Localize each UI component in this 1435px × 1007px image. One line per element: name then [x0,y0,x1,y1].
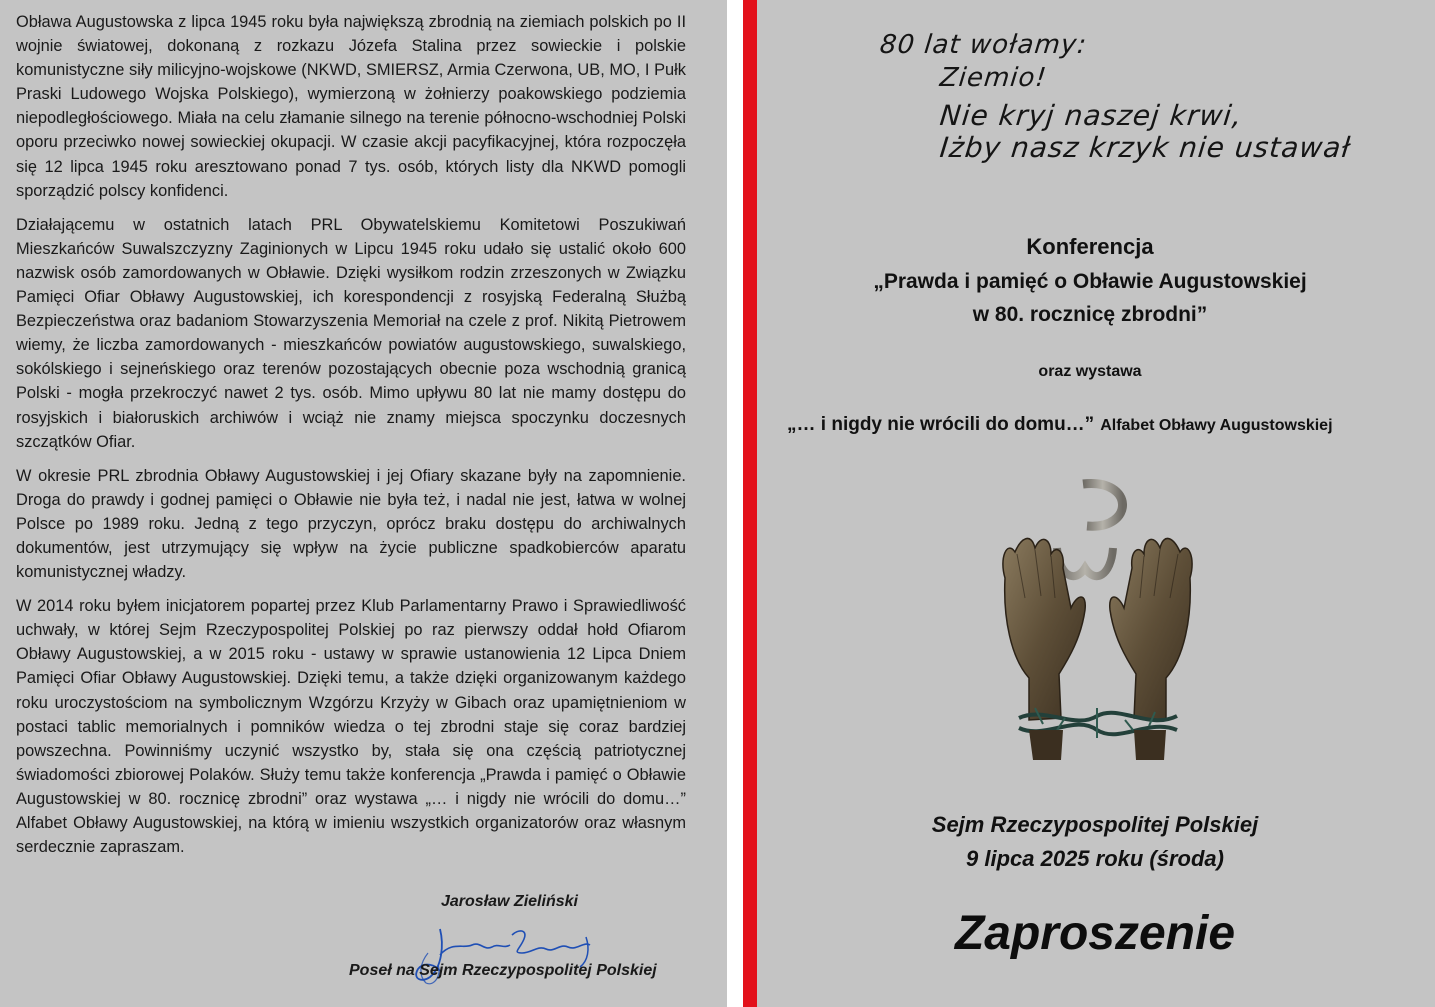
flag-stripe-red [743,0,757,1007]
invitation-heading: Zaproszenie [954,907,1236,960]
letter-paragraph-2: Działającemu w ostatnich latach PRL Obywatelskiemu Komitetowi Poszukiwań Mieszkańców Suwalszczyzny Zaginionych w Lipcu 1945 roku udało się ustalić około 600 nazwisk osób zamordowanych w Obławie. Dzięki wysiłkom rodzin zrzeszonych w Związku Pamięci Ofiar Obławy Augustowskiej, ich korespondencji z rosyjską Federalną Służbą Bezpieczeństwa oraz badaniom Stowarzyszenia Memoriał na czele z prof. Nikitą Pietrowem wiemy, że liczba zamordowanych - mieszkańców powiatów augustowskiego, suwalskiego, sokólskiego i sejneńskiego oraz terenów pozostających obecnie poza wschodnią granicą Polski - mogła przekroczyć nawet 2 tys. osób. Mimo upływu 80 lat nie mamy dostępu do rosyjskich i białoruskich archiwów i wciąż nie znamy miejsca spoczynku doczesnych szczątków Ofiar. [16,215,686,451]
letter-body [16,10,686,869]
exhibition-subtitle: Alfabet Obławy Augustowskiej [1100,417,1333,434]
letter-paragraph-1: Obława Augustowska z lipca 1945 roku była największą zbrodnią na ziemiach polskich po II wojnie światowej, dokonaną z rozkazu Józefa Stalina przez sowieckie i polskie komunistyczne siły milicyjno-wojskowe (NKWD, SMIERSZ, Armia Czerwona, UB, MO, I Pułk Praski Ludowego Wojska Polskiego), wymierzoną w żołnierzy poakowskiego podziemia niepodległościowego. Miała na celu złamanie silnego na terenie północno-wschodniej Polski oporu przeciwko nowej sowieckiej okupacji. W czasie akcji pacyfikacyjnej, która rozpoczęła się 12 lipca 1945 roku aresztowano ponad 7 tys. osób, których listy dla NKWD pomogli sporządzić polscy konfidenci. [16,13,686,200]
conference-title: Konferencja [1026,234,1154,259]
poem-line-4: Iżby nasz krzyk nie ustawał [938,131,1353,164]
signature-name: Jarosław Zieliński [441,893,578,910]
and-exhibition-label: oraz wystawa [1038,363,1142,380]
conference-subtitle-line-1: „Prawda i pamięć o Obławie Augustowskiej [873,270,1307,293]
exhibition-title: „… i nigdy nie wrócili do domu…” [787,414,1095,435]
poem-line-2: Ziemio! [938,63,1049,93]
letter-paragraph-3: W okresie PRL zbrodnia Obławy Augustowskiej i jej Ofiary skazane były na zapomnienie. Droga do prawdy i godnej pamięci o Obławie nie była też, i nadal nie jest, łatwa w wolnej Polsce po 1989 roku. Jedną z tego przyczyn, oprócz braku dostępu do archiwalnych dokumentów, jest utrzymujący się wpływ na życie publiczne spadkobierców aparatu komunistycznej władzy. [16,466,686,582]
poem-line-3: Nie kryj naszej krwi, [938,99,1244,132]
poem-line-1: 80 lat wołamy: [878,30,1089,60]
letter-paragraph-4: W 2014 roku byłem inicjatorem popartej przez Klub Parlamentarny Prawo i Sprawiedliwość uchwały, w której Sejm Rzeczypospolitej Polskiej po raz pierwszy oddał hołd Ofiarom Obławy Augustowskiej, a w 2015 roku - ustawy w sprawie ustanowienia 12 Lipca Dniem Pamięci Ofiar Obławy Augustowskiej. Dzięki temu, a także dzięki organizowanym każdego roku uroczystościom na symbolicznym Wzgórzu Krzyży w Gibach oraz upamiętnieniom w postaci tablic memorialnych i pomników wiedza o tej zbrodni staje się coraz bardziej powszechna. Powinniśmy uczynić wszystko by, stała się ona częścią patriotycznej świadomości zbiorowej Polaków. Służy temu także konferencja „Prawda i pamięć o Obławie Augustowskiej w 80. rocznicę zbrodni” oraz wystawa „… i nigdy nie wrócili do domu…” Alfabet Obławy Augustowskiej, na którą w imieniu wszystkich organizatorów oraz własnym serdecznie zapraszam. [16,597,686,857]
venue-date: 9 lipca 2025 roku (środa) [966,846,1224,871]
signature-title: Poseł na Sejm Rzeczypospolitej Polskiej [349,962,657,979]
conference-subtitle-line-2: w 80. rocznicę zbrodni” [972,303,1208,326]
flag-stripe-white [727,0,743,1007]
venue-place: Sejm Rzeczypospolitej Polskiej [931,812,1259,837]
exhibition-heading [787,414,1427,436]
kotwica-hands-emblem-icon [985,468,1210,763]
